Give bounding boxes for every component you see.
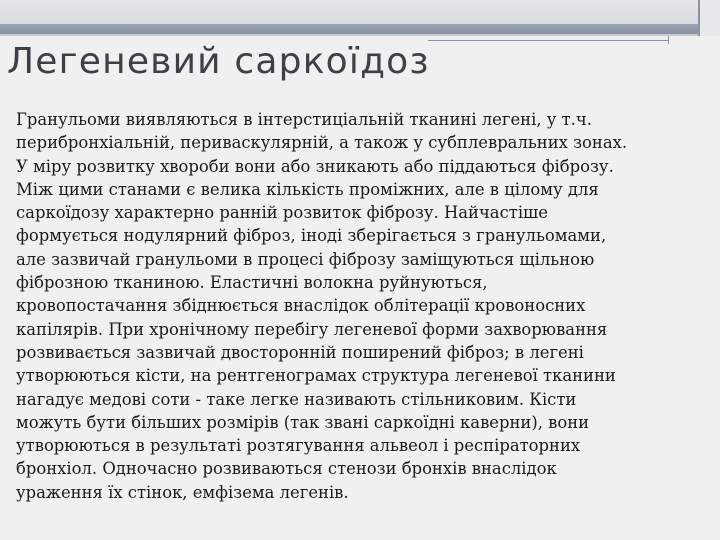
slide-title: Легеневий саркоїдоз <box>7 41 430 82</box>
body-line: саркоїдозу характерно ранній розвиток фіброзу. Найчастіше <box>16 203 548 223</box>
body-line: можуть бути більших розмірів (так звані саркоїдні каверни), вони <box>16 412 590 432</box>
corner-decoration <box>698 0 720 36</box>
body-line: але зазвичай гранульоми в процесі фіброзу заміщуються щільною <box>16 249 595 269</box>
body-line: перибронхіальній, периваскулярній, а також у субплевральних зонах. <box>16 133 628 153</box>
body-line: Між цими станами є велика кількість проміжних, але в цілому для <box>16 179 599 199</box>
header-stripe <box>0 24 700 34</box>
body-line: бронхіол. Одночасно розвиваються стенози бронхів внаслідок <box>16 459 557 479</box>
header-divider <box>0 34 700 36</box>
slide-body <box>16 108 704 504</box>
body-line: капілярів. При хронічному перебігу легеневої форми захворювання <box>16 319 608 339</box>
body-line: кровопостачання збіднюється внаслідок облітерації кровоносних <box>16 296 586 316</box>
body-line: утворюються кісти, на рентгенограмах структура легеневої тканини <box>16 366 616 386</box>
body-line: формується нодулярний фіброз, іноді зберігається з гранульомами, <box>16 226 607 246</box>
body-line: нагадує медові соти - таке легке називають стільниковим. Кісти <box>16 389 577 409</box>
decorative-line <box>428 40 668 41</box>
body-line: утворюються в результаті розтягування альвеол і респіраторних <box>16 436 581 456</box>
header-bar <box>0 0 700 24</box>
body-line: розвивається зазвичай двосторонній поширений фіброз; в легені <box>16 342 584 362</box>
body-line: фіброзною тканиною. Еластичні волокна руйнуються, <box>16 273 488 293</box>
body-line: ураження їх стінок, емфізема легенів. <box>16 482 349 502</box>
decorative-tick <box>668 36 669 44</box>
body-line: У міру розвитку хвороби вони або зникають або піддаються фіброзу. <box>16 156 614 176</box>
body-line: Гранульоми виявляються в інтерстиціальній тканині легені, у т.ч. <box>16 110 592 129</box>
